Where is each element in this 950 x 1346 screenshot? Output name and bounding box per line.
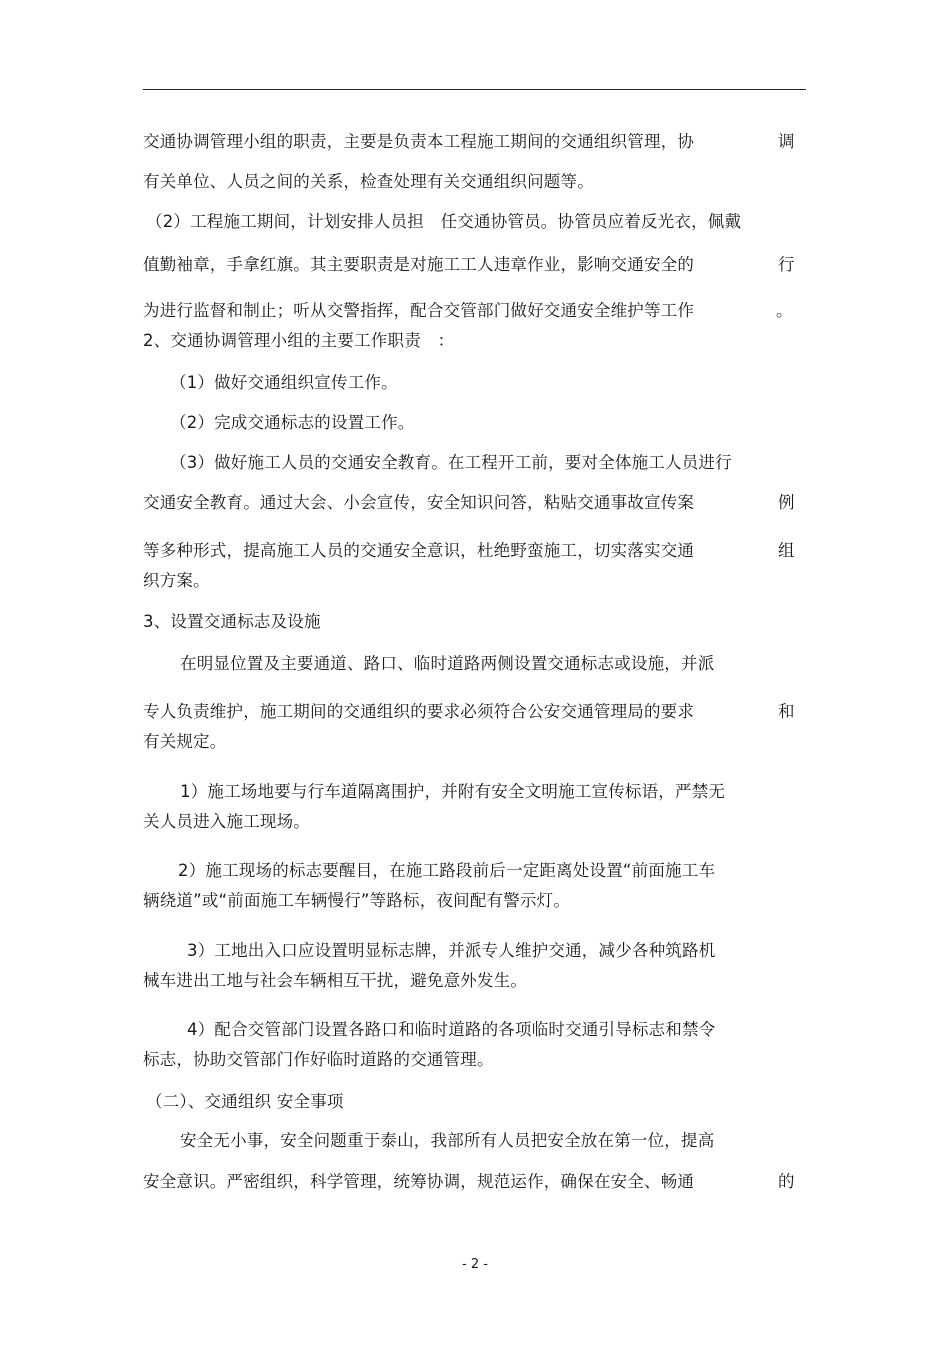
text-line: 织方案。 xyxy=(143,571,210,590)
text-line: （1）做好交通组织宣传工作。 xyxy=(170,373,398,392)
text-line: （2）完成交通标志的设置工作。 xyxy=(170,413,415,432)
text-line: 有关规定。 xyxy=(143,732,227,751)
page-number: - 2 - xyxy=(462,1257,488,1272)
text-line: 关人员进入施工现场。 xyxy=(143,812,310,831)
text-line: 在明显位置及主要通道、路口、临时道路两侧设置交通标志或设施，并派 xyxy=(180,654,715,673)
line-end-char: 行 xyxy=(778,255,795,274)
text-line: （2）工程施工期间，计划安排人员担 任交通协管员。协管员应着反光衣，佩戴 xyxy=(146,212,742,231)
line-end-char: 。 xyxy=(776,301,793,320)
text-line: 1）施工场地要与行车道隔离围护，并附有安全文明施工宣传标语，严禁无 xyxy=(180,782,726,801)
text-line: 4）配合交管部门设置各路口和临时道路的各项临时交通引导标志和禁令 xyxy=(187,1020,716,1039)
line-end-char: 调 xyxy=(778,132,795,151)
line-end-char: 和 xyxy=(778,702,795,721)
section-heading: 3、设置交通标志及设施 xyxy=(143,612,321,631)
line-end-char: 组 xyxy=(778,541,795,560)
text-line: 交通安全教育。通过大会、小会宣传，安全知识问答，粘贴交通事故宣传案 xyxy=(143,493,695,512)
text-line: 等多种形式，提高施工人员的交通安全意识，杜绝野蛮施工，切实落实交通 xyxy=(143,541,695,560)
line-end-char: 例 xyxy=(778,493,795,512)
text-line: 安全意识。严密组织，科学管理，统筹协调，规范运作，确保在安全、畅通 xyxy=(143,1172,695,1191)
text-line: （3）做好施工人员的交通安全教育。在工程开工前，要对全体施工人员进行 xyxy=(170,453,732,472)
text-line: 交通协调管理小组的职责，主要是负责本工程施工期间的交通组织管理，协 xyxy=(143,132,695,151)
text-line: 有关单位、人员之间的关系，检查处理有关交通组织问题等。 xyxy=(143,172,594,191)
text-line: 械车进出工地与社会车辆相互干扰，避免意外发生。 xyxy=(143,971,528,990)
section-heading: （二）、交通组织 安全事项 xyxy=(146,1092,344,1111)
text-line: 2）施工现场的标志要醒目，在施工路段前后一定距离处设置“前面施工车 xyxy=(178,861,716,880)
section-heading: 2、交通协调管理小组的主要工作职责 ： xyxy=(143,331,455,350)
text-line: 专人负责维护，施工期间的交通组织的要求必须符合公安交通管理局的要求 xyxy=(143,702,695,721)
text-line: 值勤袖章，手拿红旗。其主要职责是对施工工人违章作业，影响交通安全的 xyxy=(143,255,695,274)
text-line: 辆绕道”或“前面施工车辆慢行”等路标，夜间配有警示灯。 xyxy=(143,891,571,910)
line-end-char: 的 xyxy=(778,1172,795,1191)
text-line: 为进行监督和制止；听从交警指挥，配合交管部门做好交通安全维护等工作 xyxy=(143,301,695,320)
text-line: 安全无小事，安全问题重于泰山，我部所有人员把安全放在第一位，提高 xyxy=(180,1131,715,1150)
text-line: 3）工地出入口应设置明显标志牌，并派专人维护交通，减少各种筑路机 xyxy=(187,941,716,960)
header-rule xyxy=(143,89,806,90)
text-line: 标志，协助交管部门作好临时道路的交通管理。 xyxy=(143,1050,494,1069)
